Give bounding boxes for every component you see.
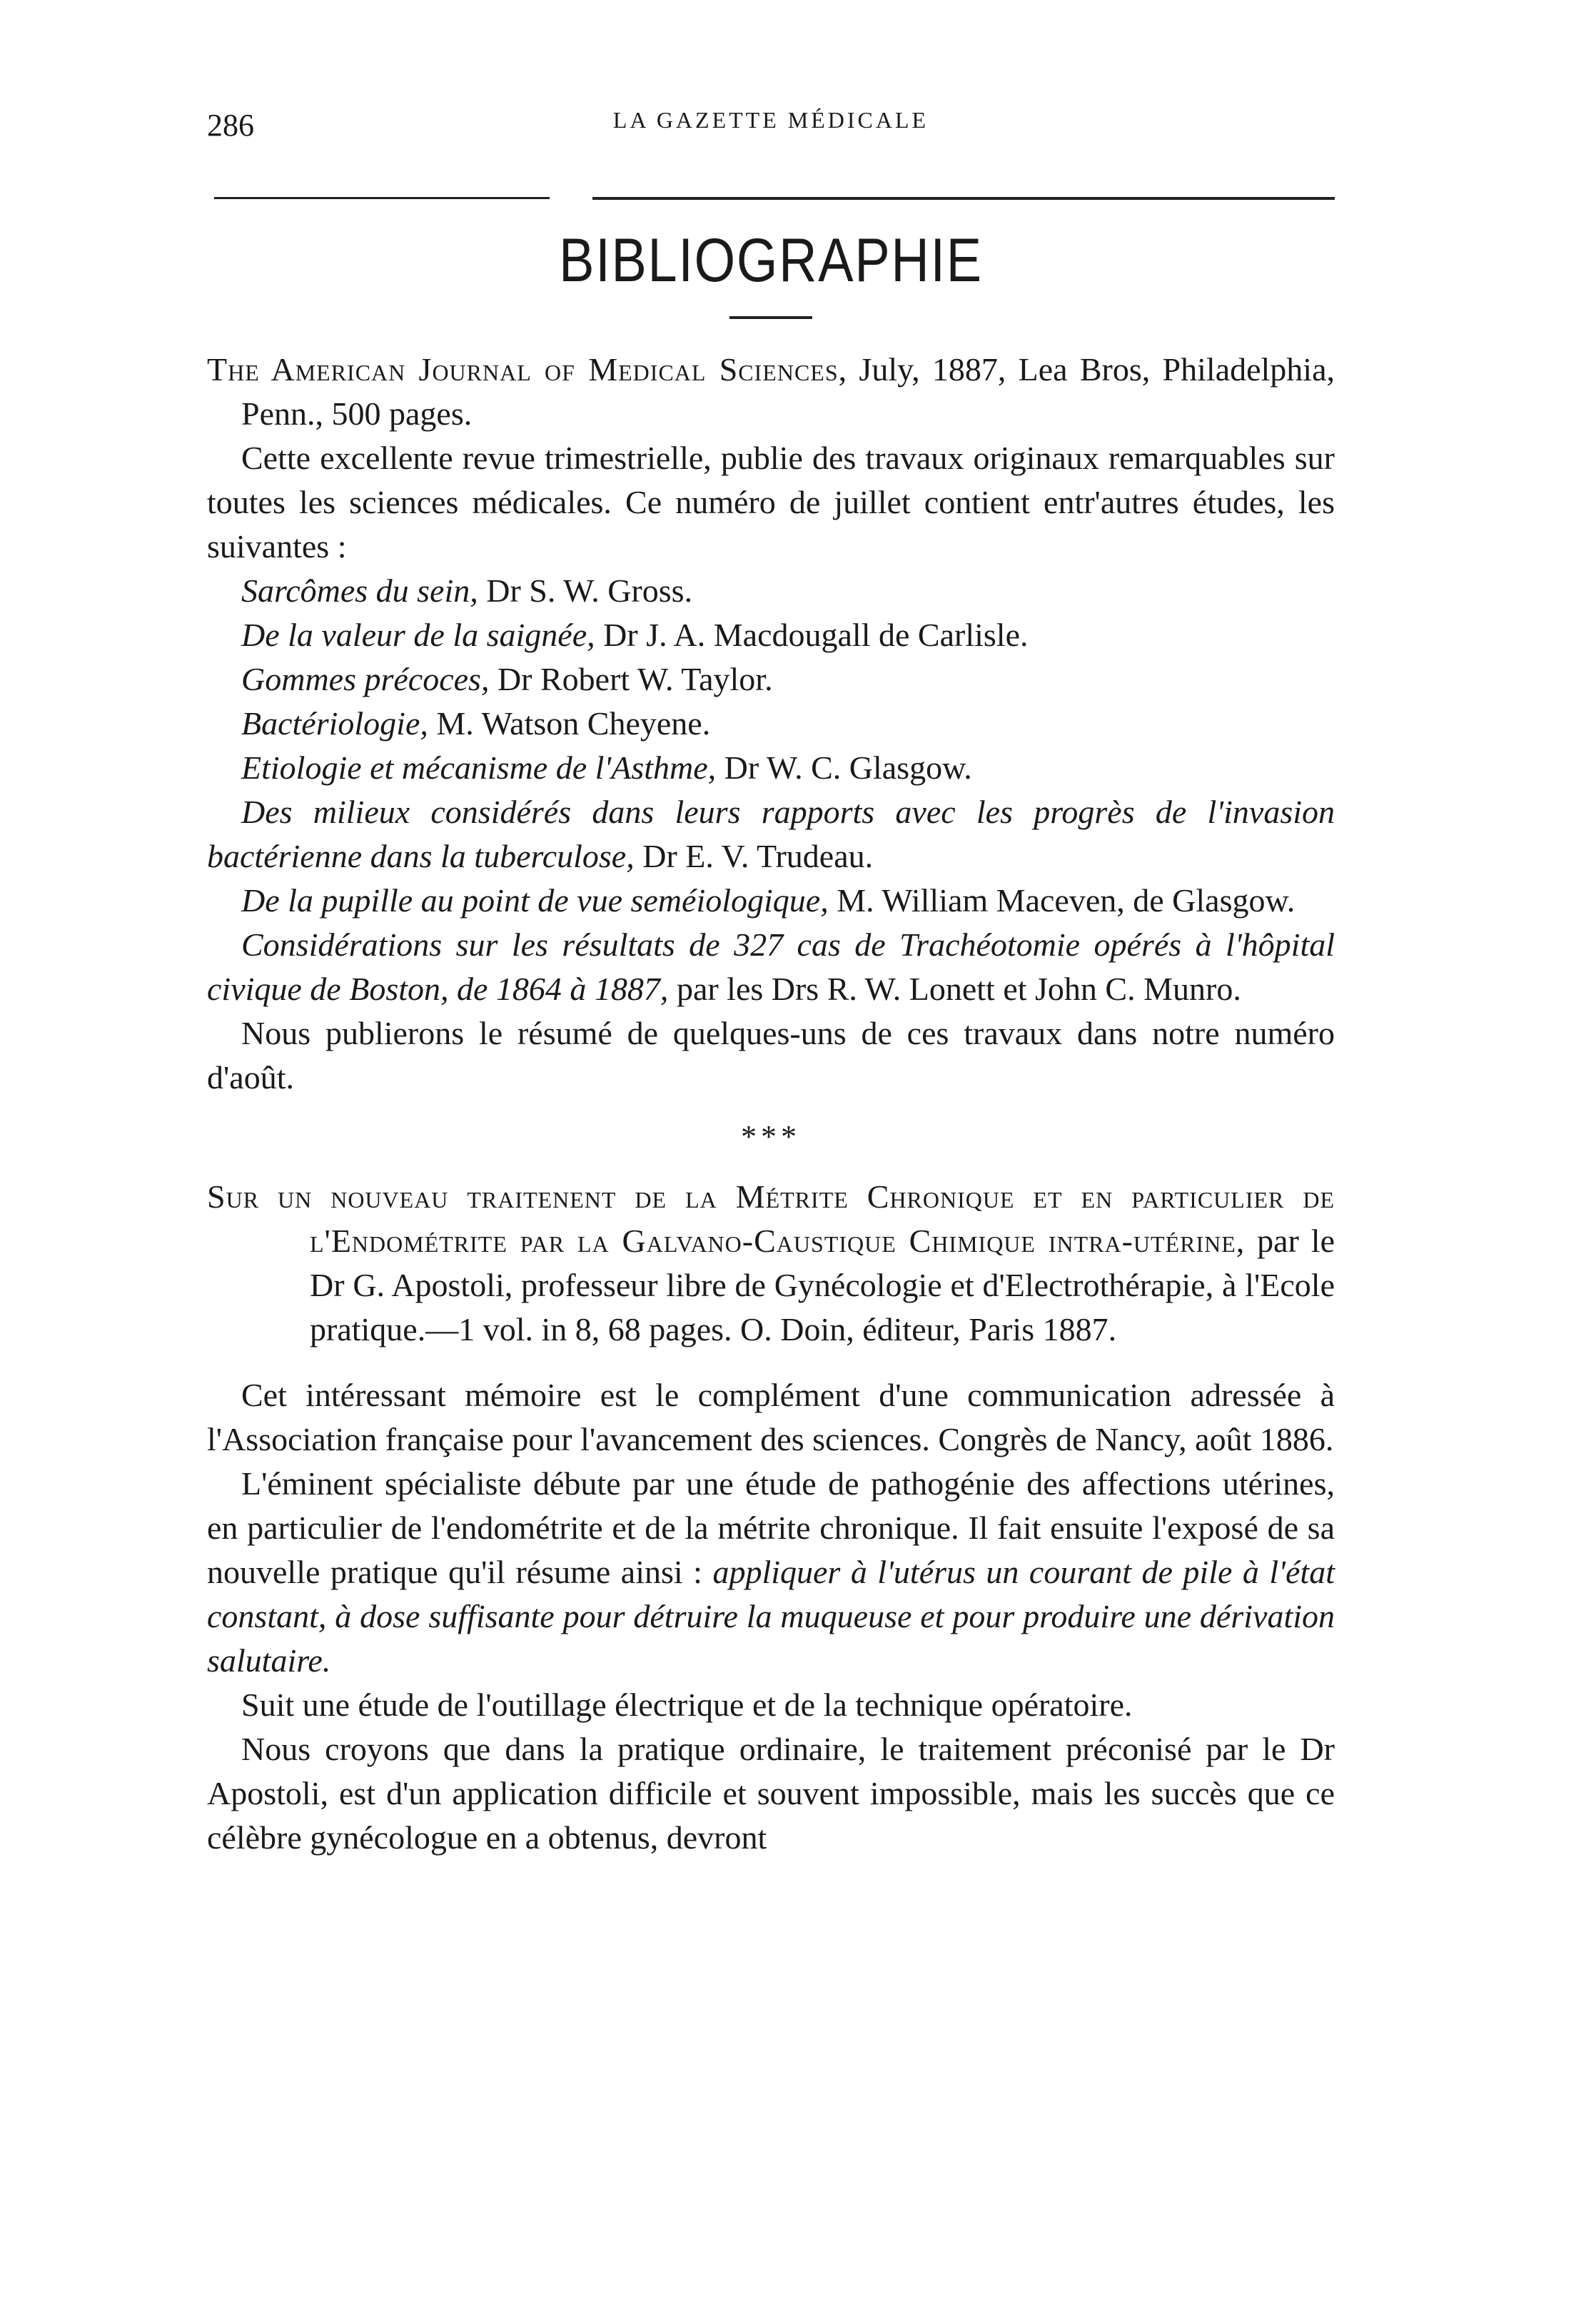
article-title: De la valeur de la saignée, [241,617,595,653]
article-author: par les Drs R. W. Lonett et John C. Munro. [668,971,1241,1007]
article-author: Dr S. W. Gross. [478,572,693,609]
article-title: Sarcômes du sein, [241,572,478,609]
article-item [207,613,1335,657]
article-title: Considérations sur les résultats de 327 cas de Trachéotomie opérés à l'hôpital civique de Boston, de 1864 à 1887, [207,926,1335,1007]
article-title: Gommes précoces, [241,661,490,697]
review-paragraph [207,1462,1335,1683]
page-number: 286 [207,108,254,143]
article-item [207,657,1335,702]
article-item [207,702,1335,746]
review-quote: appliquer à l'utérus un courant de pile à l'état constant, à dose suffisante pour détruire la muqueuse et pour produire une dérivation salutaire. [207,1554,1335,1679]
running-title: LA GAZETTE MÉDICALE [612,107,929,133]
header-rule [207,197,1335,200]
book-title: Sur un nouveau traitenent de la Métrite Chronique et en particulier de l'Endométrite par la Galvano-Caustique Chimique intra-utérine, [207,1178,1335,1259]
journal-details: , July, 1887, Lea Bros, Philadelphia, Penn., 500 pages. [241,351,1335,432]
article-author: Dr J. A. Macdougall de Carlisle. [595,617,1029,653]
journal-title: The American Journal of Medical Sciences [207,351,839,388]
article-title: Bactériologie, [241,705,428,742]
entry-heading [207,348,1335,436]
entry-intro: Cette excellente revue trimestrielle, publie des travaux originaux remarquables sur toutes les sciences médicales. Ce numéro de juillet contient entr'autres études, les suivantes : [207,440,1335,565]
page-header [207,107,1335,164]
article-author: Dr Robert W. Taylor. [489,661,773,697]
article-title: Etiologie et mécanisme de l'Asthme, [241,749,717,786]
article-title: Des milieux considérés dans leurs rapports avec les progrès de l'invasion bactérienne dans la tuberculose, [207,794,1335,874]
article-item [207,746,1335,790]
title-rule [729,316,812,319]
review-paragraph: Cet intéressant mémoire est le complément d'une communication adressée à l'Association française pour l'avancement des sciences. Congrès de Nancy, août 1886. [207,1377,1335,1457]
article-item [207,923,1335,1011]
article-title: De la pupille au point de vue seméiologique, [241,882,829,919]
article-author: M. Watson Cheyene. [428,705,711,742]
review-paragraph: Nous croyons que dans la pratique ordinaire, le traitement préconisé par le Dr Apostoli, est d'un application difficile et souvent impossible, mais les succès que ce célèbre gynécologue en a obtenus, devront [207,1731,1335,1856]
book-details: par le Dr G. Apostoli, professeur libre de Gynécologie et d'Electrothérapie, à l'Ecole pratique.—1 vol. in 8, 68 pages. O. Doin, éditeur, Paris 1887. [310,1223,1335,1347]
review-text: L'éminent spécialiste débute par une étude de pathogénie des affections utérines, en particulier de l'endométrite et de la métrite chronique. Il fait ensuite l'exposé de sa nouvelle pratique qu'il résume ainsi : [207,1465,1335,1590]
page [207,107,1335,1860]
asterism-divider: *** [741,1119,801,1154]
article-author: Dr E. V. Trudeau. [634,838,874,874]
article-item [207,879,1335,923]
entry-outro: Nous publierons le résumé de quelques-uns de ces travaux dans notre numéro d'août. [207,1015,1335,1096]
entry-heading [207,1175,1335,1352]
article-author: Dr W. C. Glasgow. [716,749,972,786]
section-title: BIBLIOGRAPHIE [559,226,983,295]
review-paragraph: Suit une étude de l'outillage électrique et de la technique opératoire. [241,1687,1133,1723]
article-author: M. William Maceven, de Glasgow. [828,882,1296,919]
article-item [207,790,1335,879]
article-item [207,569,1335,613]
